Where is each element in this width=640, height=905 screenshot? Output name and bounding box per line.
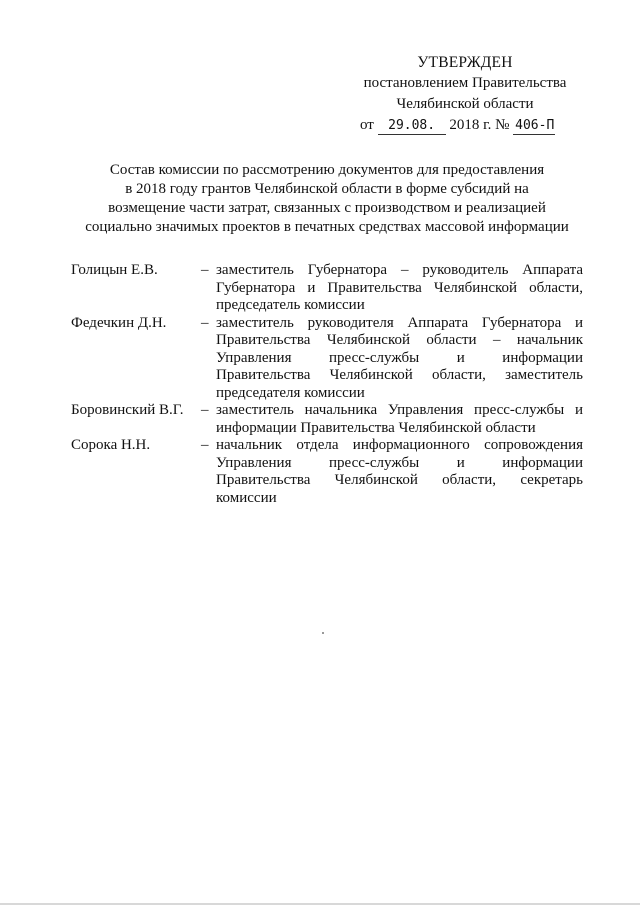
member-list — [71, 262, 583, 507]
approval-line-1: постановлением Правительства — [363, 75, 567, 91]
approval-line-2: Челябинской области — [396, 96, 534, 112]
title-line: социально значимых проектов в печатных средствах массовой информации — [85, 219, 569, 235]
role-line: заместитель руководителя Аппарата Губернатора и — [216, 314, 583, 331]
title-line: Состав комиссии по рассмотрению документов для предоставления — [109, 162, 545, 178]
role-line: Управления пресс-службы и информации — [216, 454, 583, 471]
member-role — [216, 402, 583, 437]
handwritten-number: 406-П — [515, 118, 555, 133]
year-label: 2018 г. № — [449, 117, 510, 133]
approval-block — [360, 52, 570, 136]
member-role — [216, 437, 583, 507]
handwritten-date: 29.08. — [378, 118, 446, 135]
document-title — [80, 161, 574, 237]
role-line: председателя комиссии — [216, 384, 365, 401]
role-line: заместитель начальника Управления пресс-службы и — [216, 402, 583, 418]
role-line: председатель комиссии — [216, 297, 365, 313]
member-row — [71, 315, 583, 403]
role-line: Правительства Челябинской области, заместитель — [216, 367, 583, 383]
role-line: комиссии — [216, 489, 277, 506]
role-line: Управления пресс-службы и информации — [216, 349, 583, 366]
role-line: начальник отдела информационного сопровождения — [216, 437, 583, 453]
role-line: Правительства Челябинской области, секретарь — [216, 472, 583, 488]
title-line: в 2018 году грантов Челябинской области в форме субсидий на — [125, 181, 529, 197]
role-line: Правительства Челябинской области – начальник — [216, 332, 583, 348]
approval-heading: УТВЕРЖДЕН — [417, 54, 513, 71]
scan-speck — [322, 632, 324, 634]
member-role — [216, 262, 583, 315]
member-dash: – — [201, 262, 209, 278]
member-name: Боровинский В.Г. — [71, 402, 184, 418]
role-line: заместитель Губернатора – руководитель Аппарата — [216, 262, 583, 278]
member-role — [216, 315, 583, 403]
title-line: возмещение части затрат, связанных с производством и реализацией — [108, 200, 546, 216]
member-row — [71, 262, 583, 315]
member-row — [71, 402, 583, 437]
member-name: Федечкин Д.Н. — [71, 314, 167, 331]
member-name: Голицын Е.В. — [71, 262, 158, 278]
approval-date-line — [360, 115, 570, 136]
member-dash: – — [201, 437, 209, 453]
member-dash: – — [201, 314, 209, 331]
from-label: от — [360, 117, 374, 133]
role-line: информации Правительства Челябинской области — [216, 419, 536, 436]
member-row — [71, 437, 583, 507]
member-name: Сорока Н.Н. — [71, 437, 151, 453]
member-dash: – — [201, 402, 209, 418]
role-line: Губернатора и Правительства Челябинской области, — [216, 279, 583, 296]
